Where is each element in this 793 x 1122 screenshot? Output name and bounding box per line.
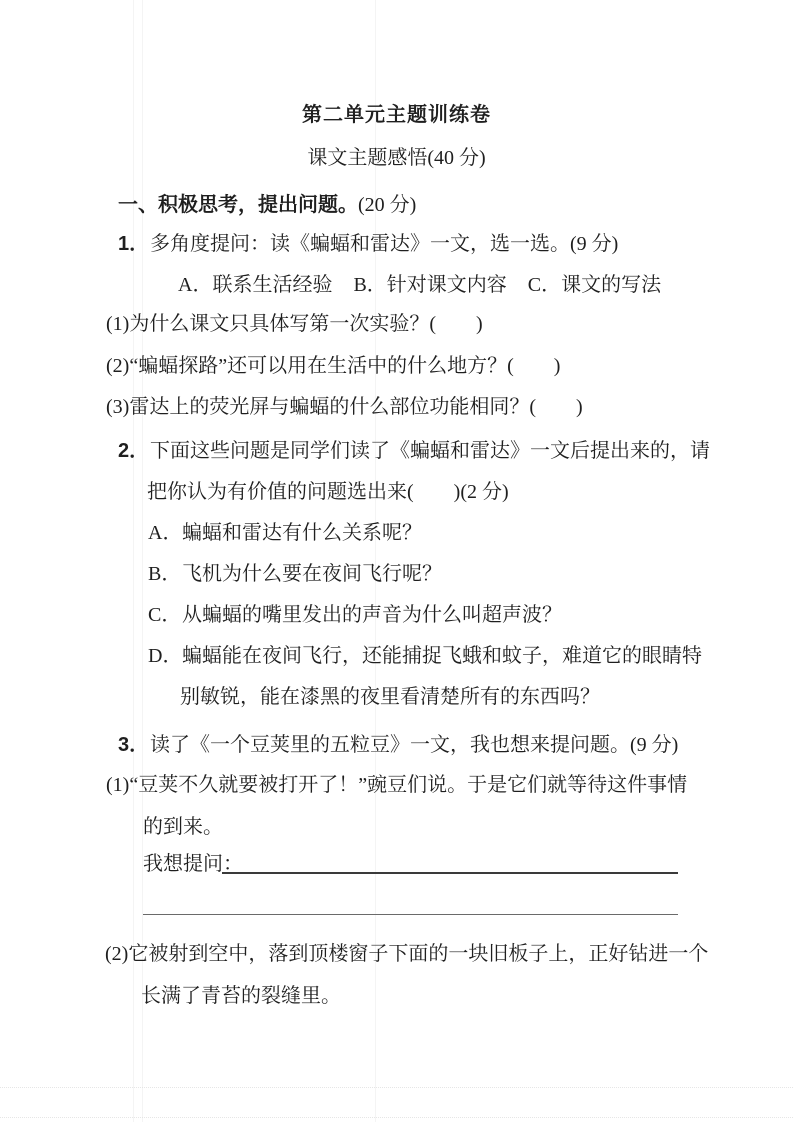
scan-artifact-line bbox=[0, 1117, 793, 1118]
q2-option-d-line-2: 别敏锐，能在漆黑的夜里看清楚所有的东西吗？ bbox=[180, 686, 600, 708]
question-1-options-line bbox=[178, 274, 677, 297]
question-2-stem-line-1 bbox=[118, 440, 710, 463]
q1-subquestion-3: (3)雷达上的荧光屏与蝙蝠的什么部位功能相同？( ) bbox=[106, 396, 583, 418]
question-3-stem: 读了《一个豆荚里的五粒豆》一文，我也想来提问题。(9 分) bbox=[150, 734, 679, 756]
q1-option-b-label: B． bbox=[353, 274, 387, 296]
q2-option-d-text: 蝙蝠能在夜间飞行，还能捕捉飞蛾和蚊子，难道它的眼睛特 bbox=[182, 645, 702, 667]
q2-option-c bbox=[148, 604, 562, 627]
question-2-number: 2． bbox=[118, 440, 150, 462]
question-2-stem-line-2: 把你认为有价值的问题选出来( )(2 分) bbox=[147, 481, 509, 503]
question-2-stem: 下面这些问题是同学们读了《蝙蝠和雷达》一文后提出来的，请 bbox=[150, 440, 710, 462]
part-one-heading-line bbox=[118, 194, 416, 217]
q1-option-b bbox=[353, 274, 506, 296]
q1-option-c-text: 课文的写法 bbox=[561, 274, 662, 296]
q2-option-c-text: 从蝙蝠的嘴里发出的声音为什么叫超声波？ bbox=[182, 604, 562, 626]
q2-option-a bbox=[148, 522, 422, 545]
q3-subquestion-2-line-2: 长满了青苔的裂缝里。 bbox=[141, 985, 341, 1007]
q1-option-a-text: 联系生活经验 bbox=[212, 274, 333, 296]
page-subtitle: 课文主题感悟(40 分) bbox=[307, 147, 486, 169]
q2-option-d-label: D． bbox=[148, 645, 183, 667]
q1-option-c bbox=[528, 274, 661, 296]
question-3-number: 3． bbox=[118, 734, 150, 756]
answer-blank-line-1 bbox=[222, 872, 678, 874]
part-one-heading: 一、积极思考，提出问题。 bbox=[118, 194, 358, 216]
question-1-stem-line bbox=[118, 233, 618, 256]
q2-option-b bbox=[148, 563, 442, 586]
q2-option-d bbox=[148, 645, 702, 668]
q3-subquestion-1-line-1: (1)“豆荚不久就要被打开了！”豌豆们说。于是它们就等待这件事情 bbox=[106, 774, 688, 796]
q1-subquestion-2: (2)“蝙蝠探路”还可以用在生活中的什么地方？( ) bbox=[106, 355, 561, 377]
page-title: 第二单元主题训练卷 bbox=[302, 104, 491, 126]
question-1-number: 1． bbox=[118, 233, 150, 255]
q3-subquestion-1-line-2: 的到来。 bbox=[143, 816, 223, 838]
scan-artifact-line bbox=[0, 1087, 793, 1088]
question-3-stem-line bbox=[118, 734, 678, 757]
q1-option-b-text: 针对课文内容 bbox=[386, 274, 507, 296]
q1-subquestion-1: (1)为什么课文只具体写第一次实验？( ) bbox=[106, 313, 483, 335]
part-one-score: (20 分) bbox=[358, 194, 417, 216]
q1-option-a-label: A． bbox=[178, 274, 213, 296]
q2-option-c-label: C． bbox=[148, 604, 182, 626]
q2-option-a-text: 蝙蝠和雷达有什么关系呢？ bbox=[182, 522, 422, 544]
q3-prompt-label: 我想提问： bbox=[143, 853, 243, 875]
question-1-stem: 多角度提问：读《蝙蝠和雷达》一文，选一选。(9 分) bbox=[150, 233, 619, 255]
q1-option-a bbox=[178, 274, 332, 296]
answer-blank-line-2 bbox=[143, 914, 678, 915]
q2-option-a-label: A． bbox=[148, 522, 183, 544]
q2-option-b-label: B． bbox=[148, 563, 182, 585]
q2-option-b-text: 飞机为什么要在夜间飞行呢？ bbox=[182, 563, 442, 585]
q1-option-c-label: C． bbox=[527, 274, 562, 296]
q3-subquestion-2-line-1: (2)它被射到空中，落到顶楼窗子下面的一块旧板子上，正好钻进一个 bbox=[105, 943, 709, 965]
